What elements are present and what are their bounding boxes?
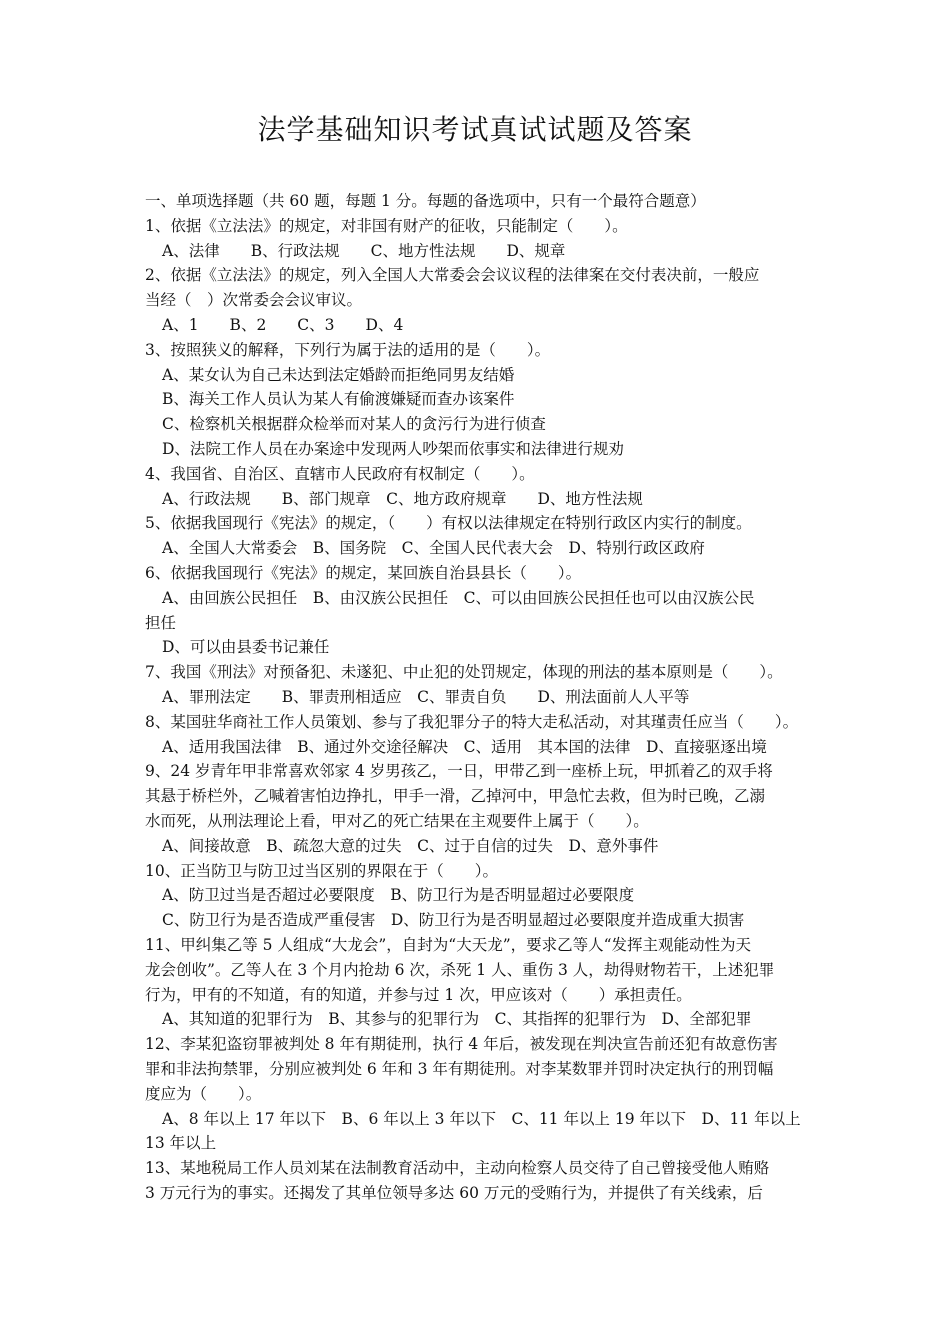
text-line: 3、按照狭义的解释，下列行为属于法的适用的是（ ）。 [145, 340, 551, 359]
text-line: 罪和非法拘禁罪，分别应被判处 6 年和 3 年有期徒刑。对李某数罪并罚时决定执行的刑罚幅 [145, 1060, 774, 1078]
text-line: 水而死，从刑法理论上看，甲对乙的死亡结果在主观要件上属于（ ）。 [145, 812, 649, 830]
text-line: 行为，甲有的不知道，有的知道，并参与过 1 次，甲应该对（ ）承担责任。 [145, 985, 692, 1004]
answer-options-line: A、其知道的犯罪行为 B、其参与的犯罪行为 C、其指挥的犯罪行为 D、全部犯罪 [162, 1010, 752, 1029]
answer-options-line: A、全国人大常委会 B、国务院 C、全国人民代表大会 D、特别行政区政府 [162, 539, 705, 558]
text-line: 1、依据《立法法》的规定，对非国有财产的征收，只能制定（ ）。 [145, 216, 628, 235]
text-line: 其悬于桥栏外，乙喊着害怕边挣扎，甲手一滑，乙掉河中，甲急忙去救，但为时已晚，乙溺 [145, 787, 766, 806]
text-line: 7、我国《刑法》对预备犯、未遂犯、中止犯的处罚规定，体现的刑法的基本原则是（ ）。 [145, 663, 783, 682]
text-line: 4、我国省、自治区、直辖市人民政府有权制定（ ）。 [145, 464, 535, 483]
text-line: 5、依据我国现行《宪法》的规定，（ ）有权以法律规定在特别行政区内实行的制度。 [145, 514, 752, 533]
answer-options-line: C、防卫行为是否造成严重侵害 D、防卫行为是否明显超过必要限度并造成重大损害 [162, 911, 745, 930]
answer-options-line: A、某女认为自己未达到法定婚龄而拒绝同男友结婚 [162, 365, 515, 384]
answer-options-line: A、8 年以上 17 年以下 B、6 年以上 3 年以下 C、11 年以上 19 年以下 D、11 年以上 [162, 1109, 801, 1128]
text-line: 2、依据《立法法》的规定，列入全国人大常委会会议议程的法律案在交付表决前，一般应 [145, 266, 760, 285]
answer-options-line: D、可以由县委书记兼任 [162, 638, 330, 657]
answer-options-line: A、1 B、2 C、3 D、4 [162, 316, 404, 334]
text-line: 10、正当防卫与防卫过当区别的界限在于（ ）。 [145, 861, 498, 880]
text-line: 8、某国驻华商社工作人员策划、参与了我犯罪分子的特大走私活动，对其瑾责任应当（ ）。 [145, 712, 799, 731]
text-line: 13、某地税局工作人员刘某在法制教育活动中，主动向检察人员交待了自己曾接受他人贿赂 [145, 1159, 770, 1178]
text-line: 担任 [145, 613, 177, 632]
answer-options-line: A、防卫过当是否超过必要限度 B、防卫行为是否明显超过必要限度 [162, 886, 635, 905]
answer-options-line: A、间接故意 B、疏忽大意的过失 C、过于自信的过失 D、意外事件 [162, 836, 659, 855]
answer-options-line: C、检察机关根据群众检举而对某人的贪污行为进行侦查 [162, 415, 546, 434]
text-line: 3 万元行为的事实。还揭发了其单位领导多达 60 万元的受贿行为，并提供了有关线索，后 [145, 1184, 763, 1202]
answer-options-line: A、罪刑法定 B、罪责刑相适应 C、罪责自负 D、刑法面前人人平等 [162, 688, 690, 706]
answer-options-line: A、行政法规 B、部门规章 C、地方政府规章 D、地方性法规 [162, 489, 643, 508]
answer-options-line: A、法律 B、行政法规 C、地方性法规 D、规章 [162, 241, 566, 260]
text-line: 6、依据我国现行《宪法》的规定，某回族自治县县长（ ）。 [145, 564, 582, 582]
text-line: 13 年以上 [145, 1134, 217, 1153]
text-line: 一、单项选择题（共 60 题，每题 1 分。每题的备选项中，只有一个最符合题意） [145, 192, 706, 210]
answer-options-line: B、海关工作人员认为某人有偷渡嫌疑而查办该案件 [162, 390, 515, 409]
text-line: 度应为（ ）。 [145, 1084, 262, 1103]
text-line: 当经（ ）次常委会会议审议。 [145, 291, 363, 310]
text-line: 龙会创收”。乙等人在 3 个月内抢劫 6 次，杀死 1 人、重伤 3 人，劫得财物若干，上述犯罪 [145, 960, 775, 979]
answer-options-line: A、由回族公民担任 B、由汉族公民担任 C、可以由回族公民担任也可以由汉族公民 [162, 588, 755, 607]
text-line: 12、李某犯盗窃罪被判处 8 年有期徒刑，执行 4 年后，被发现在判决宣告前还犯有故意伤害 [145, 1035, 778, 1054]
answer-options-line: A、适用我国法律 B、通过外交途径解决 C、适用 其本国的法律 D、直接驱逐出境 [162, 737, 767, 756]
text-line: 11、甲纠集乙等 5 人组成“大龙会”，自封为“大天龙”，要求乙等人“发挥主观能动性为天 [145, 936, 752, 954]
text-line: 9、24 岁青年甲非常喜欢邻家 4 岁男孩乙，一日，甲带乙到一座桥上玩，甲抓着乙的双手将 [145, 762, 773, 781]
page-title: 法学基础知识考试真试试题及答案 [257, 113, 693, 146]
answer-options-line: D、法院工作人员在办案途中发现两人吵架而依事实和法律进行规劝 [162, 440, 624, 458]
